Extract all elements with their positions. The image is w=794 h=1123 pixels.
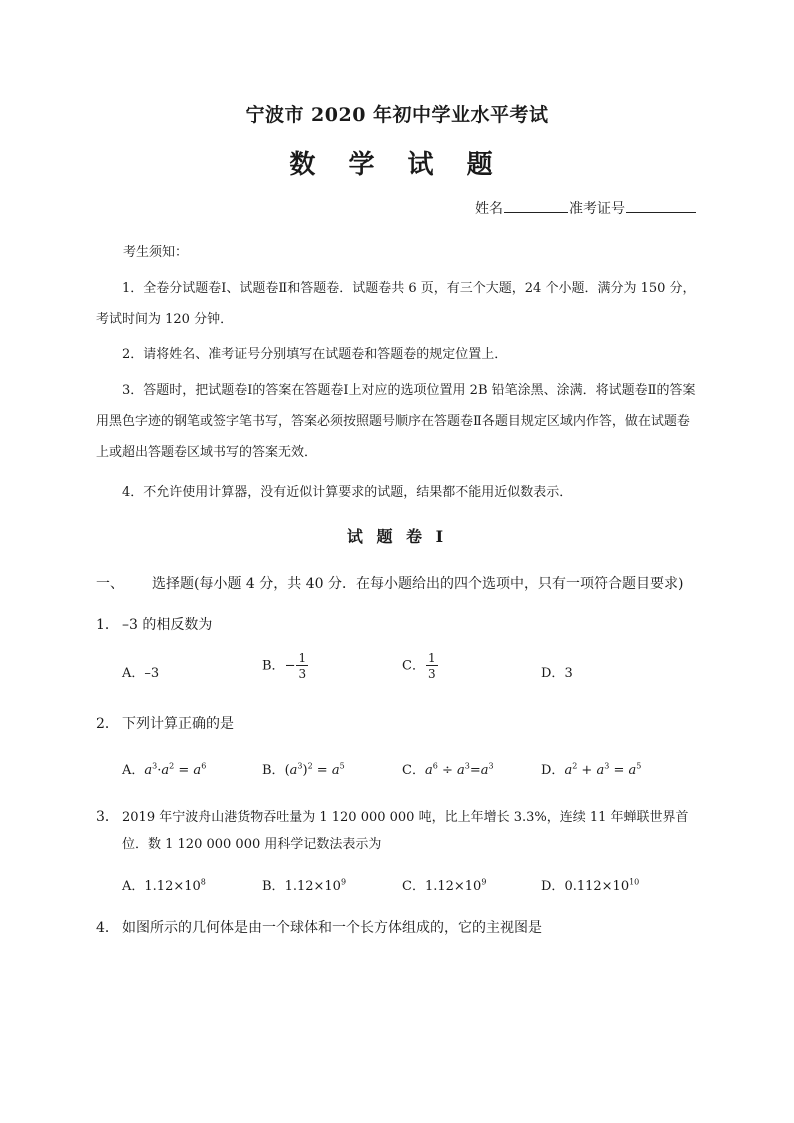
var: a bbox=[424, 763, 433, 778]
var: a bbox=[596, 763, 605, 778]
fraction bbox=[296, 652, 308, 680]
exp: 5 bbox=[636, 761, 642, 771]
option-label: D． bbox=[541, 763, 565, 778]
notice-item-3: 3．答题时，把试题卷Ⅰ的答案在答题卷Ⅰ上对应的选项位置用 2B 铅笔涂黑、涂满．将试题卷Ⅱ的答案用黑色字迹的钢笔或签字笔书写，答案必须按照题号顺序在答题卷Ⅱ各题目规定区域内作答，做在试题卷上或超出答题卷区域书写的答案无效． bbox=[96, 383, 696, 460]
option-sign: − bbox=[284, 658, 296, 674]
part-description: 选择题(每小题 4 分，共 40 分．在每小题给出的四个选项中，只有一项符合题目要求) bbox=[152, 576, 684, 592]
exp: 5 bbox=[339, 761, 345, 771]
exp: 9 bbox=[340, 877, 347, 887]
exp: 8 bbox=[200, 877, 206, 887]
option-value: 3 bbox=[564, 666, 573, 681]
question-3-option-d bbox=[541, 875, 639, 894]
question-1-option-d bbox=[541, 662, 573, 681]
exp: 3 bbox=[604, 761, 610, 771]
option-value: 0.112×10 bbox=[564, 879, 630, 894]
question-3-text-line-2: 位．数 1 120 000 000 用科学记数法表示为 bbox=[122, 837, 382, 852]
question-2-number: 2． bbox=[96, 716, 119, 732]
question-3-option-b bbox=[262, 875, 346, 894]
exp: 3 bbox=[152, 761, 158, 771]
exp: 2 bbox=[572, 761, 578, 771]
name-label: 姓名 bbox=[475, 201, 503, 217]
exp: 10 bbox=[629, 877, 640, 887]
numerator: 1 bbox=[298, 651, 307, 665]
question-4-text: 如图所示的几何体是由一个球体和一个长方体组成的，它的主视图是 bbox=[122, 920, 542, 936]
candidate-info-line bbox=[475, 198, 697, 218]
exp: 9 bbox=[481, 877, 487, 887]
var: a bbox=[144, 763, 153, 778]
var: a bbox=[564, 763, 573, 778]
option-label: A． bbox=[122, 763, 145, 778]
denominator: 3 bbox=[427, 667, 436, 681]
question-3-option-c bbox=[402, 875, 486, 894]
option-value: 1.12×10 bbox=[144, 879, 201, 894]
numerator: 1 bbox=[427, 651, 436, 665]
question-2-option-c: C．$a^6 \div a^3=a^3$ bbox=[402, 761, 494, 778]
id-label: 准考证号 bbox=[569, 201, 625, 217]
notice-heading: 考生须知： bbox=[123, 245, 189, 260]
var: a bbox=[161, 763, 170, 778]
option-value: 1.12×10 bbox=[424, 879, 482, 894]
question-4-number: 4． bbox=[96, 920, 119, 936]
var: a bbox=[456, 763, 465, 778]
option-label: D． bbox=[541, 666, 565, 681]
var: a bbox=[480, 763, 489, 778]
notice-item-2: 2．请将姓名、准考证号分别填写在试题卷和答题卷的规定位置上． bbox=[122, 347, 508, 362]
option-label: D． bbox=[541, 879, 565, 894]
option-label: C． bbox=[402, 658, 425, 674]
notice-item-1: 1．全卷分试题卷Ⅰ、试题卷Ⅱ和答题卷．试题卷共 6 页，有三个大题，24 个小题．满分为 150 分，考试时间为 120 分钟． bbox=[96, 281, 696, 327]
denominator: 3 bbox=[298, 667, 307, 681]
question-2-option-d: D．$a^2 + a^3 = a^5$ bbox=[541, 761, 642, 778]
subject-title: 数 学 试 题 bbox=[289, 150, 505, 180]
id-blank bbox=[626, 200, 696, 213]
var: a bbox=[289, 763, 298, 778]
option-label: A． bbox=[122, 666, 145, 681]
option-label: C． bbox=[402, 879, 425, 894]
question-1-text: –3 的相反数为 bbox=[122, 617, 213, 633]
part-number: 一、 bbox=[96, 576, 124, 592]
option-value: 1.12×10 bbox=[284, 879, 341, 894]
option-label: B． bbox=[262, 763, 285, 778]
exp: 6 bbox=[201, 761, 207, 771]
var: a bbox=[193, 763, 202, 778]
notice-item-4: 4．不允许使用计算器，没有近似计算要求的试题，结果都不能用近似数表示． bbox=[122, 485, 573, 500]
exp: 3 bbox=[464, 761, 470, 771]
option-label: C． bbox=[402, 763, 425, 778]
question-2-option-b: B．$(a^3)^2 = a^5$ bbox=[262, 761, 345, 778]
question-1-number: 1． bbox=[96, 617, 119, 633]
section-title: 试 题 卷 I bbox=[346, 527, 448, 546]
var: a bbox=[628, 763, 637, 778]
question-3-text-line-1: 2019 年宁波舟山港货物吞吐量为 1 120 000 000 吨，比上年增长 3.3%，连续 11 年蝉联世界首 bbox=[122, 810, 689, 825]
option-label: B． bbox=[262, 658, 285, 674]
exp: 3 bbox=[488, 761, 494, 771]
question-2-text: 下列计算正确的是 bbox=[122, 716, 234, 732]
option-value: –3 bbox=[144, 666, 160, 681]
question-1-option-a bbox=[122, 662, 159, 681]
exam-title: 宁波市 2020 年初中学业水平考试 bbox=[245, 104, 549, 126]
fraction bbox=[426, 652, 438, 680]
question-3-number: 3． bbox=[96, 809, 119, 825]
option-label: A． bbox=[122, 879, 145, 894]
question-1-option-b bbox=[262, 652, 309, 680]
question-3-option-a bbox=[122, 875, 206, 894]
name-blank bbox=[504, 200, 568, 213]
var: a bbox=[331, 763, 340, 778]
exp: 2 bbox=[169, 761, 175, 771]
question-1-option-c bbox=[402, 652, 439, 680]
question-2-option-a: A．$a^3\cdot a^2 = a^6$ bbox=[122, 761, 207, 778]
exp: 2 bbox=[307, 761, 313, 771]
exp: 6 bbox=[432, 761, 438, 771]
option-label: B． bbox=[262, 879, 285, 894]
exp: 3 bbox=[297, 761, 303, 771]
